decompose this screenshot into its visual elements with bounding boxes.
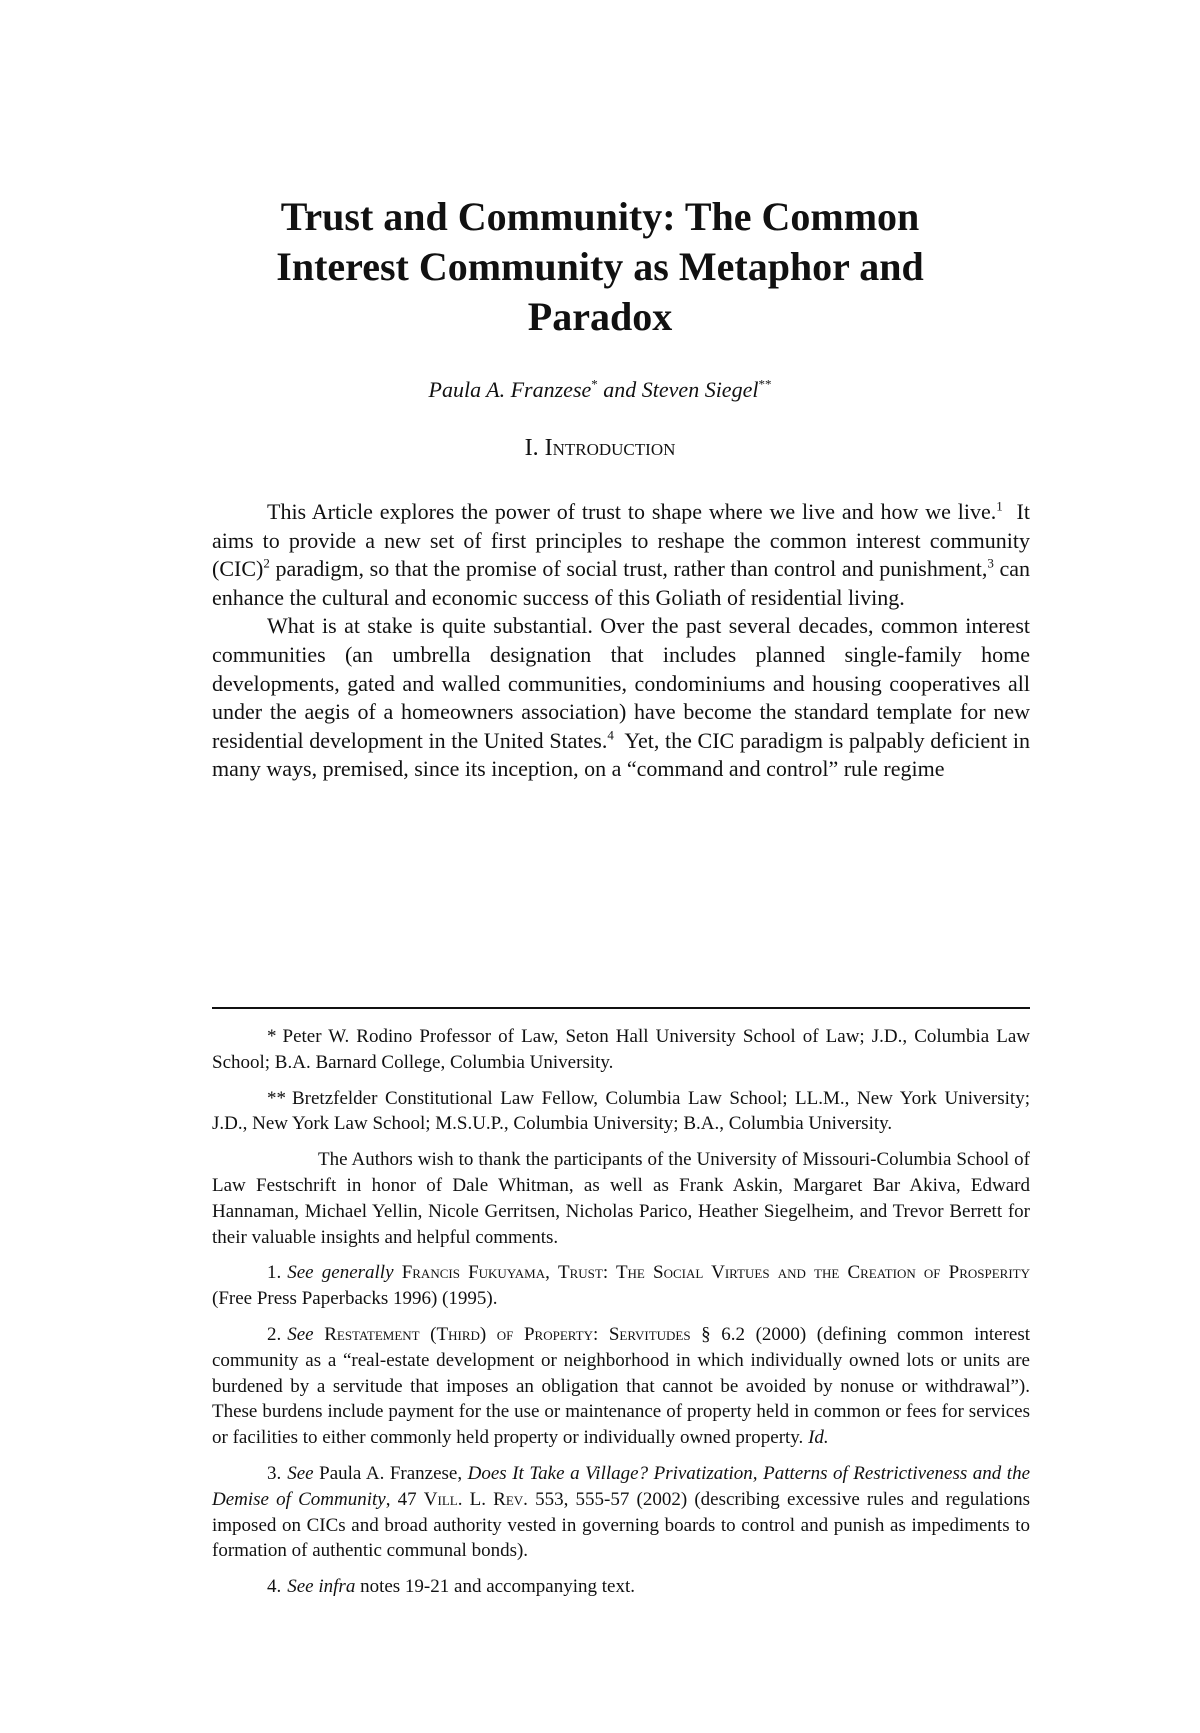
body-text: [212, 498, 1030, 784]
footnote-3-article: Does It Take a Village? Privatization, Patterns of Restrictiveness and the Demise of Community: [212, 1462, 1031, 1510]
paragraph-1: [212, 498, 1030, 612]
article-title: [200, 192, 1000, 342]
author-name-2: Steven Siegel: [641, 377, 759, 402]
footnote-4-text: notes 19-21 and accompanying text.: [360, 1576, 635, 1598]
footnote-3-author: Paula A. Franzese,: [319, 1462, 463, 1484]
footnote-2-signal: See: [287, 1323, 314, 1345]
title-line-1: Trust and Community: The Common: [280, 194, 920, 239]
footnote-1-work: Trust: The Social Virtues and the Creation of Prosperity: [558, 1262, 1031, 1284]
author-connector: and: [603, 377, 637, 402]
footnote-double-star: [212, 1086, 1030, 1138]
footnotes: [212, 1024, 1030, 1610]
footnote-acknowledgments: [212, 1147, 1030, 1250]
section-title: Introduction: [544, 435, 676, 461]
footnote-3-rest: 553, 555-57 (2002) (describing excessive rules and regulations imposed on CICs and broad authority vested in governing boards to control and punish as impediments to formation of authentic communal bonds).: [212, 1488, 1031, 1562]
title-line-2: Interest Community as Metaphor and: [276, 244, 924, 289]
footnote-ref-3[interactable]: 3: [987, 555, 994, 571]
paragraph-2: [212, 612, 1030, 784]
section-heading: [200, 433, 1000, 463]
paragraph-2-sentence-2: Yet, the CIC paradigm is palpably deficient in many ways, premised, since its inception, on a “command and control” rule regime: [212, 727, 1030, 782]
footnote-double-star-text: Bretzfelder Constitutional Law Fellow, Columbia Law School; LL.M., New York University; J.D., New York Law School; M.S.U.P., Columbia University; B.A., Columbia University.: [212, 1087, 1030, 1135]
footnote-star-label: *: [267, 1026, 277, 1047]
footnote-3: [212, 1461, 1030, 1564]
paragraph-1-sentence-2: It aims to provide a new set of first principles to reshape the common interest community (CIC): [212, 499, 1030, 582]
footnote-1-author: Francis Fukuyama: [401, 1262, 546, 1284]
footnote-2-id: Id.: [808, 1427, 829, 1449]
author-name-1: Paula A. Franzese: [428, 377, 592, 402]
footnote-2-source: Restatement (Third) of Property: Servitudes: [324, 1323, 691, 1345]
footnote-star: [212, 1024, 1030, 1076]
footnote-1-rest: (Free Press Paperbacks 1996) (1995).: [212, 1288, 498, 1310]
footnote-4-signal: See infra: [287, 1576, 356, 1598]
author-footnote-mark-1[interactable]: *: [591, 376, 598, 392]
footnote-ref-1[interactable]: 1: [996, 498, 1003, 514]
footnote-acknowledgments-text: The Authors wish to thank the participants of the University of Missouri-Columbia School of Law Festschrift in honor of Dale Whitman, as well as Frank Askin, Margaret Bar Akiva, Edward Hannaman, Michael Yellin, Nicole Gerritsen, Nicholas Parico, Heather Siegelheim, and Trevor Berrett for their valuable insights and helpful comments.: [212, 1149, 1030, 1248]
author-footnote-mark-2[interactable]: **: [758, 376, 772, 392]
footnote-ref-2[interactable]: 2: [263, 555, 270, 571]
footnote-3-label: 3.: [267, 1462, 282, 1484]
author-line: [200, 376, 1000, 404]
footnote-2-text: § 6.2 (2000) (defining common interest community as a “real-estate development or neighborhood in which individually owned lots or units are burdened by a servitude that imposes an obligation that cannot be avoided by nonuse or withdrawal”). These burdens include payment for the use or maintenance of property held in common or fees for services or facilities to either commonly held property or individually owned property.: [212, 1323, 1030, 1449]
footnote-2-label: 2.: [267, 1323, 282, 1345]
paragraph-1-sentence-3: paradigm, so that the promise of social trust, rather than control and punishment,: [275, 556, 988, 582]
footnote-3-signal: See: [287, 1462, 314, 1484]
paragraph-2-sentence-1: What is at stake is quite substantial. Over the past several decades, common interest communities (an umbrella designation that includes planned single-family home developments, gated and walled communities, condominiums and housing cooperatives all under the aegis of a homeowners association) have become the standard template for new residential development in the United States.: [212, 613, 1030, 753]
footnote-1-signal: See generally: [287, 1262, 394, 1284]
footnote-3-journal: Vill. L. Rev.: [423, 1488, 528, 1510]
title-line-3: Paradox: [527, 294, 673, 339]
footnote-2: [212, 1322, 1030, 1451]
footnote-double-star-label: **: [267, 1087, 286, 1109]
paragraph-1-sentence-1: This Article explores the power of trust to shape where we live and how we live.: [267, 499, 997, 524]
footnote-1-label: 1.: [267, 1262, 282, 1284]
paragraph-1-sentence-4: can enhance the cultural and economic success of this Goliath of residential living.: [212, 556, 1031, 610]
footnote-1: 1. See generally Francis Fukuyama, Trust: The Social Virtues and the Creation of Prosperity (Free Press Paperbacks 1996) (1995).: [212, 1262, 1031, 1310]
footnote-ref-4[interactable]: 4: [607, 727, 614, 743]
footnote-4-label: 4.: [267, 1576, 282, 1598]
footnote-divider: [212, 1007, 1030, 1009]
footnote-star-text: Peter W. Rodino Professor of Law, Seton Hall University School of Law; J.D., Columbia Law School; B.A. Barnard College, Columbia University.: [212, 1026, 1030, 1073]
section-numeral: I.: [524, 435, 539, 461]
footnote-4: [212, 1574, 1030, 1600]
footnote-3-journal-volume: , 47: [385, 1488, 417, 1510]
